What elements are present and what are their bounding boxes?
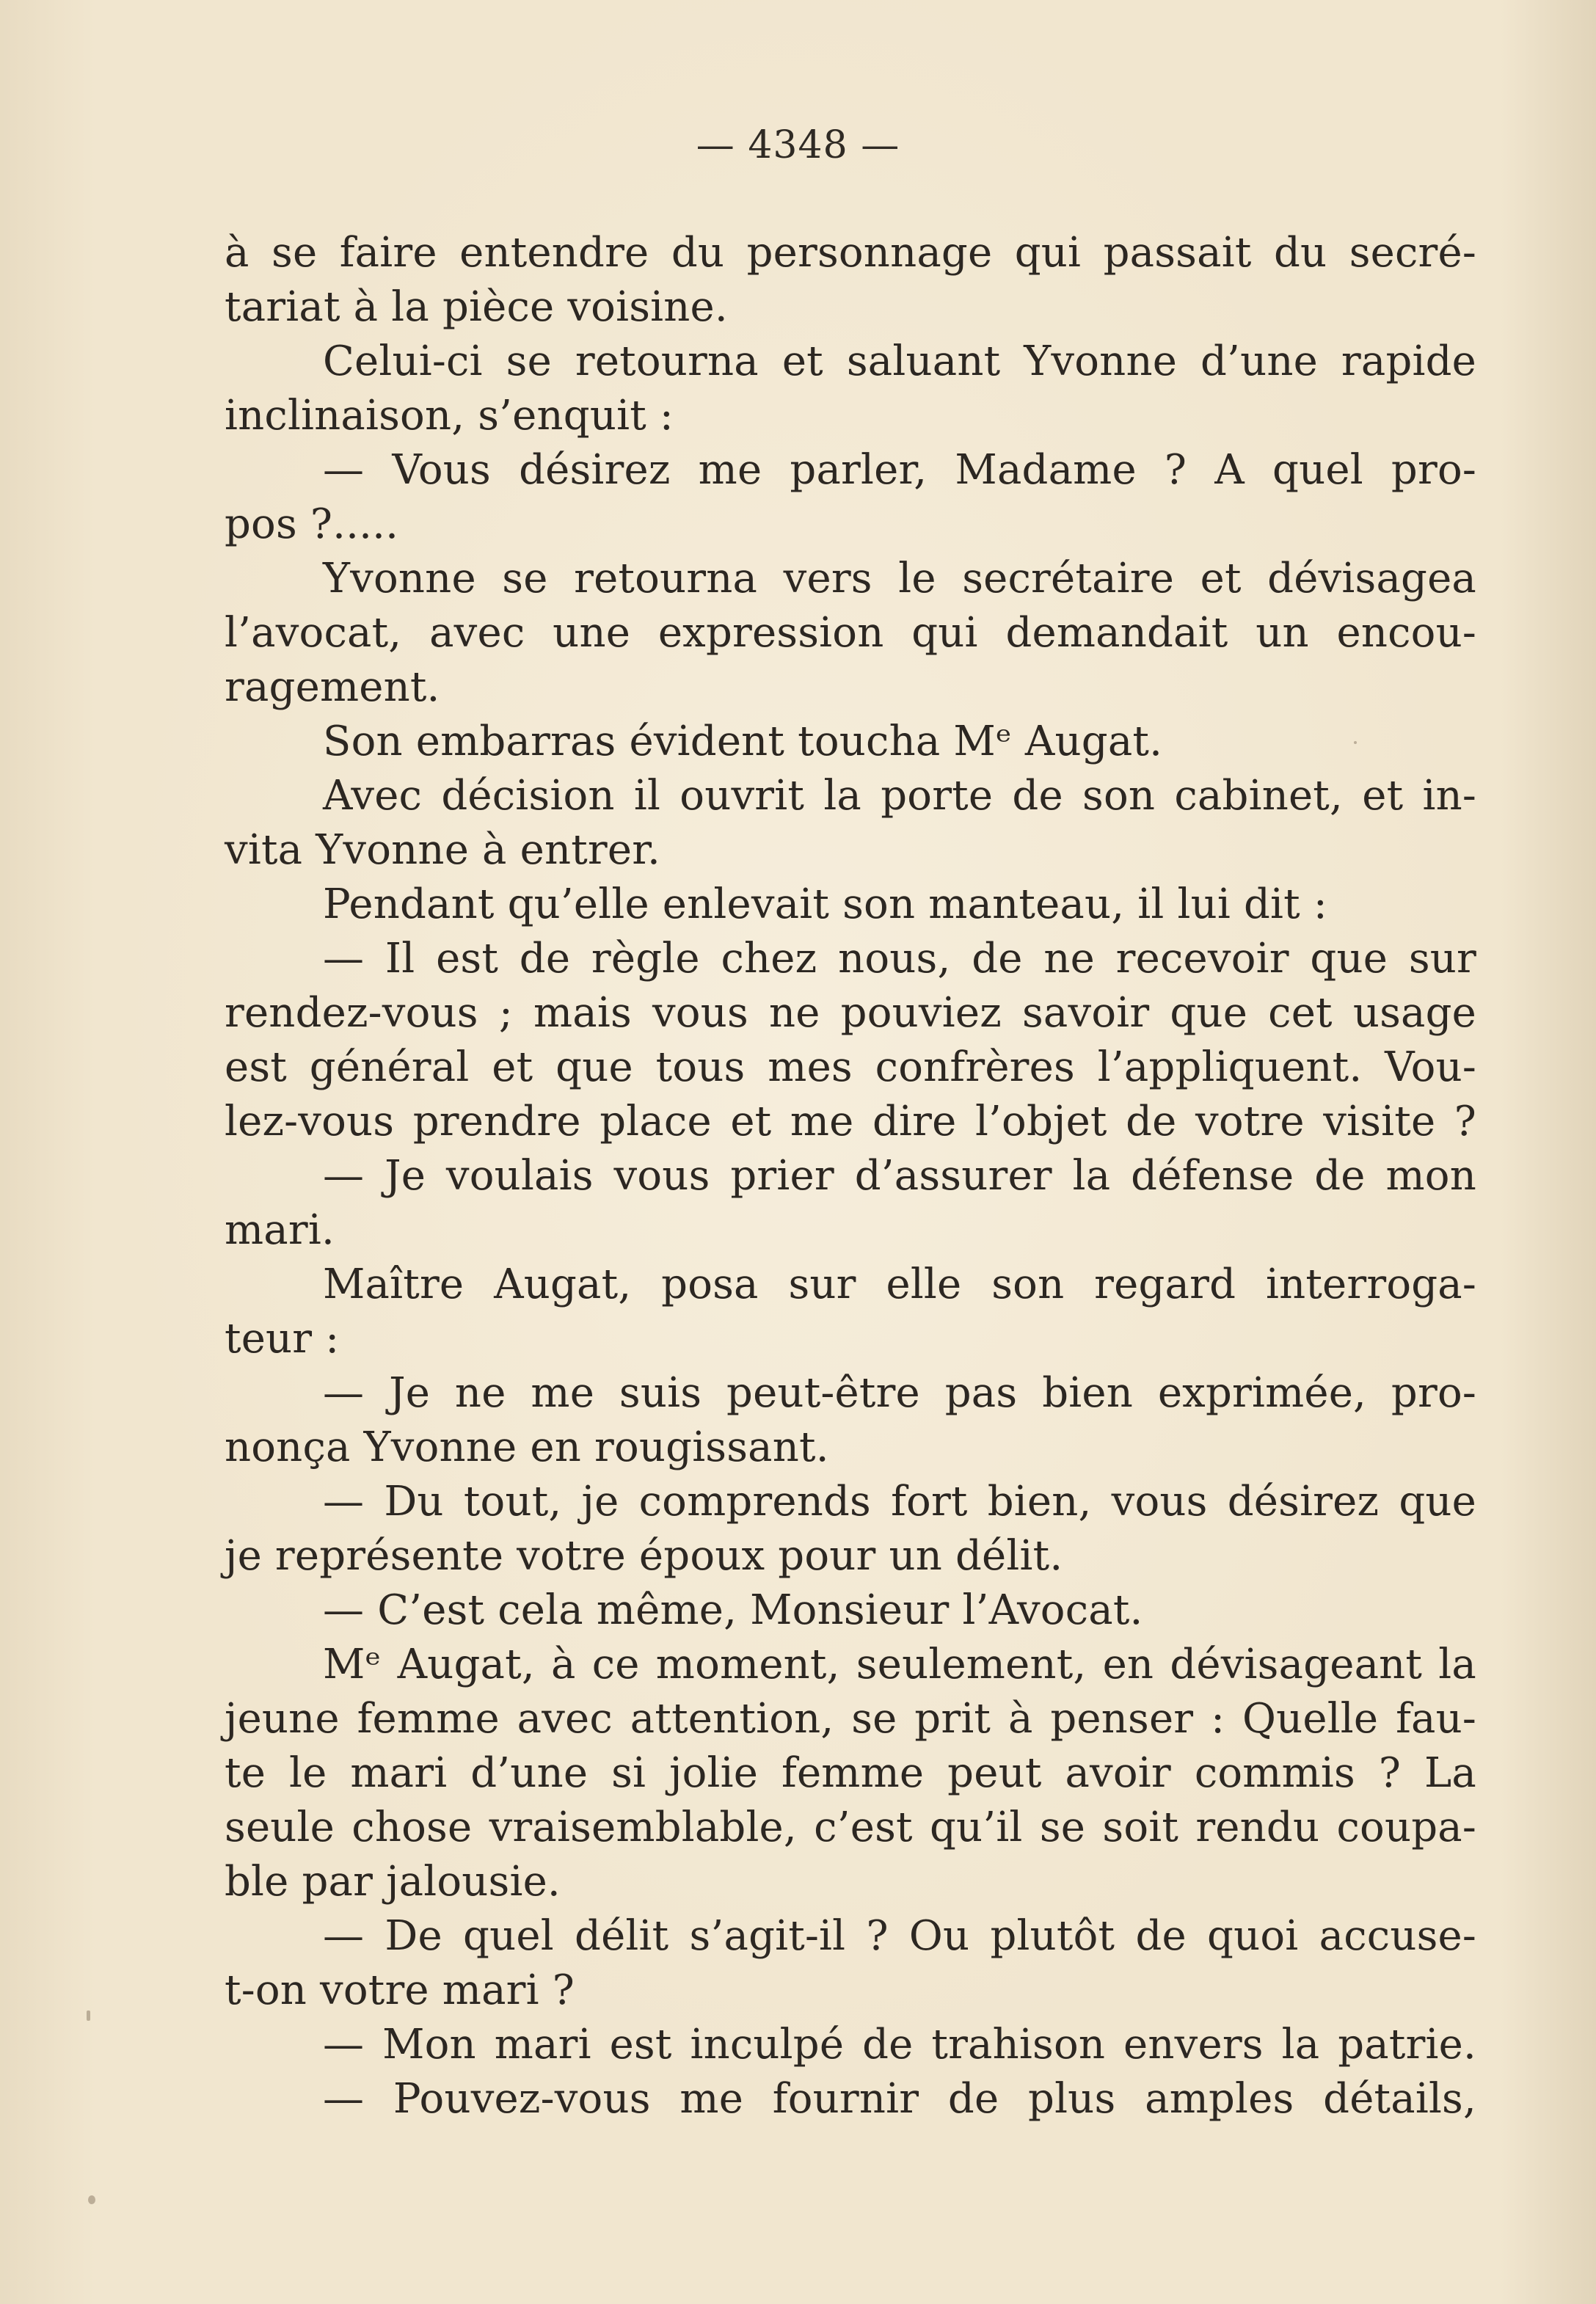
text-line: lez-vous prendre place et me dire l’objet de votre visite ? xyxy=(225,1098,1476,1145)
text-line: — De quel délit s’agit-il ? Ou plutôt de quoi accuse- xyxy=(323,1912,1476,1960)
text-line: — Vous désirez me parler, Madame ? A quel pro- xyxy=(323,446,1476,494)
text-line: nonça Yvonne en rougissant. xyxy=(225,1423,829,1471)
paper-speck xyxy=(1354,741,1357,744)
text-line: — C’est cela même, Monsieur l’Avocat. xyxy=(323,1586,1143,1634)
text-line: ragement. xyxy=(225,663,440,711)
text-line: Avec décision il ouvrit la porte de son cabinet, et in- xyxy=(323,772,1476,820)
page-number: — 4348 — xyxy=(696,123,900,167)
text-line: vita Yvonne à entrer. xyxy=(225,826,661,874)
text-line: t-on votre mari ? xyxy=(225,1966,575,2014)
text-line: — Du tout, je comprends fort bien, vous désirez que xyxy=(323,1478,1476,1525)
paper-speck xyxy=(87,2010,90,2021)
text-line: mari. xyxy=(225,1206,335,1254)
text-line: est général et que tous mes confrères l’appliquent. Vou- xyxy=(225,1043,1476,1091)
text-line: seule chose vraisemblable, c’est qu’il se soit rendu coupa- xyxy=(225,1804,1476,1851)
text-line: Son embarras évident toucha Mᵉ Augat. xyxy=(323,718,1163,765)
text-line: ble par jalousie. xyxy=(225,1858,561,1906)
text-line: à se faire entendre du personnage qui passait du secré- xyxy=(225,229,1476,277)
body-text xyxy=(225,226,1476,2126)
paper-speck xyxy=(88,2195,95,2204)
text-line: — Mon mari est inculpé de trahison envers la patrie. xyxy=(323,2021,1476,2068)
text-line: teur : xyxy=(225,1315,340,1363)
text-line: pos ?..... xyxy=(225,500,399,548)
text-line: l’avocat, avec une expression qui demandait un encou- xyxy=(225,609,1476,657)
text-line: tariat à la pièce voisine. xyxy=(225,283,728,331)
text-line: te le mari d’une si jolie femme peut avoir commis ? La xyxy=(225,1749,1476,1797)
text-line: Mᵉ Augat, à ce moment, seulement, en dévisageant la xyxy=(323,1641,1476,1688)
text-line: — Je ne me suis peut-être pas bien exprimée, pro- xyxy=(323,1369,1476,1417)
text-line: Pendant qu’elle enlevait son manteau, il lui dit : xyxy=(323,881,1327,928)
text-line: rendez-vous ; mais vous ne pouviez savoir que cet usage xyxy=(225,989,1476,1037)
text-line: inclinaison, s’enquit : xyxy=(225,392,674,440)
text-line: — Il est de règle chez nous, de ne recevoir que sur xyxy=(323,935,1476,983)
text-line: Yvonne se retourna vers le secrétaire et dévisagea xyxy=(323,555,1476,602)
text-line: — Pouvez-vous me fournir de plus amples détails, xyxy=(323,2075,1476,2123)
text-line: — Je voulais vous prier d’assurer la défense de mon xyxy=(323,1152,1476,1200)
text-line: Celui-ci se retourna et saluant Yvonne d’une rapide xyxy=(323,338,1476,385)
text-line: Maître Augat, posa sur elle son regard interroga- xyxy=(323,1261,1476,1308)
text-line: jeune femme avec attention, se prit à penser : Quelle fau- xyxy=(225,1695,1476,1743)
text-line: je représente votre époux pour un délit. xyxy=(225,1532,1063,1580)
